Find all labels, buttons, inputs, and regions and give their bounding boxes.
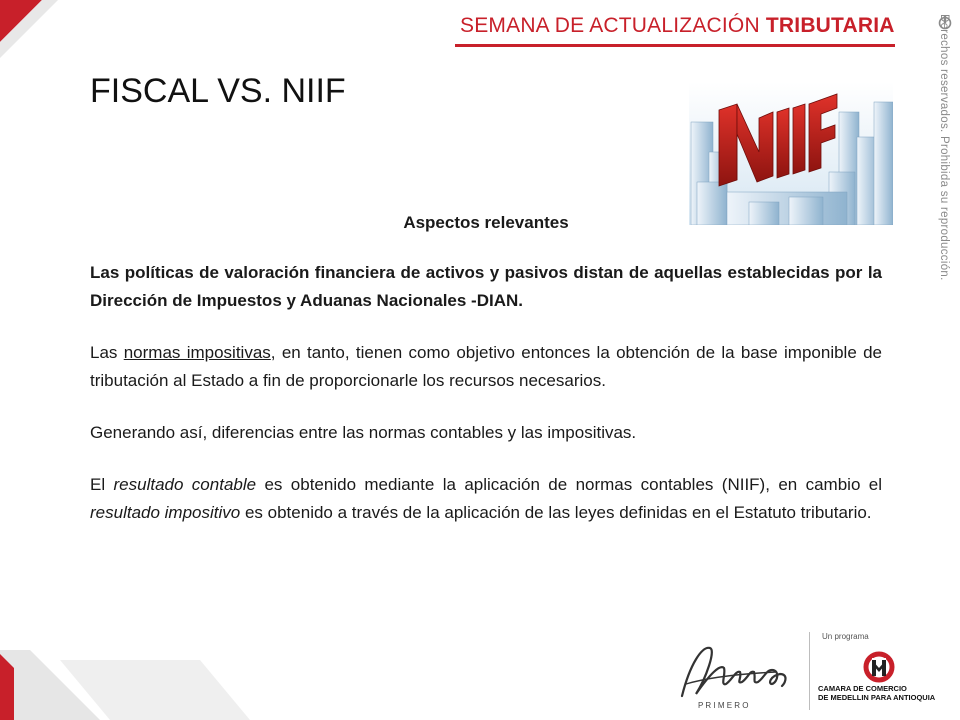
paragraph-differences: Generando así, diferencias entre las normas contables y las impositivas. xyxy=(90,423,637,442)
paragraph-tax-norms xyxy=(90,339,882,395)
corner-decoration-top-left xyxy=(0,0,60,60)
header-banner-regular: SEMANA DE ACTUALIZACIÓN xyxy=(460,14,760,37)
paragraph-valuation-policies: Las políticas de valoración financiera de activos y pasivos distan de aquellas establecidas por la Dirección de Impuestos y Aduanas Nacionales -DIAN. xyxy=(90,263,882,310)
paragraph-results-middle: es obtenido mediante la aplicación de normas contables (NIIF), en cambio el xyxy=(256,475,883,494)
paragraph-results-start: El xyxy=(90,475,114,494)
chamber-name-line1: CAMARA DE COMERCIO xyxy=(818,684,907,693)
afiliado-signature-logo xyxy=(676,634,800,714)
footer-divider xyxy=(809,632,810,710)
chamber-of-commerce-logo-icon xyxy=(862,650,896,684)
header-banner xyxy=(460,14,895,38)
niif-illustration-text: NIIF xyxy=(789,157,793,159)
header-rule xyxy=(455,44,895,47)
paragraph-results xyxy=(90,471,882,527)
signature-sub-text: P R I M E R O xyxy=(698,701,749,710)
chamber-of-commerce-name xyxy=(818,684,958,702)
paragraph-tax-norms-rest: , en tanto, tienen como objetivo entonces la obtención de la base imponible de tributación al Estado a fin de proporcionarle los recursos necesarios. xyxy=(90,343,882,390)
side-notice-text: Derechos reservados. Prohibida su reproducción. xyxy=(938,14,950,281)
paragraph-results-end: es obtenido a través de la aplicación de las leyes definidas en el Estatuto tributario. xyxy=(240,503,872,522)
chamber-name-line2: DE MEDELLIN PARA ANTIOQUIA xyxy=(818,693,936,702)
section-subtitle: Aspectos relevantes xyxy=(403,213,569,232)
paragraph-tax-norms-start: Las xyxy=(90,343,124,362)
term-tax-result: resultado impositivo xyxy=(90,503,241,522)
header-banner-bold: TRIBUTARIA xyxy=(765,14,895,37)
page-title: FISCAL VS. NIIF xyxy=(90,72,346,110)
side-notice xyxy=(932,14,954,304)
footer-program-label: Un programa xyxy=(822,632,869,641)
slide-content xyxy=(90,209,882,527)
niif-illustration xyxy=(689,82,893,225)
signature-text: Afiliado xyxy=(676,634,680,635)
tax-norms-underlined-term: normas impositivas xyxy=(123,343,271,362)
corner-decoration-bottom-left xyxy=(0,650,250,720)
term-accounting-result: resultado contable xyxy=(113,475,257,494)
